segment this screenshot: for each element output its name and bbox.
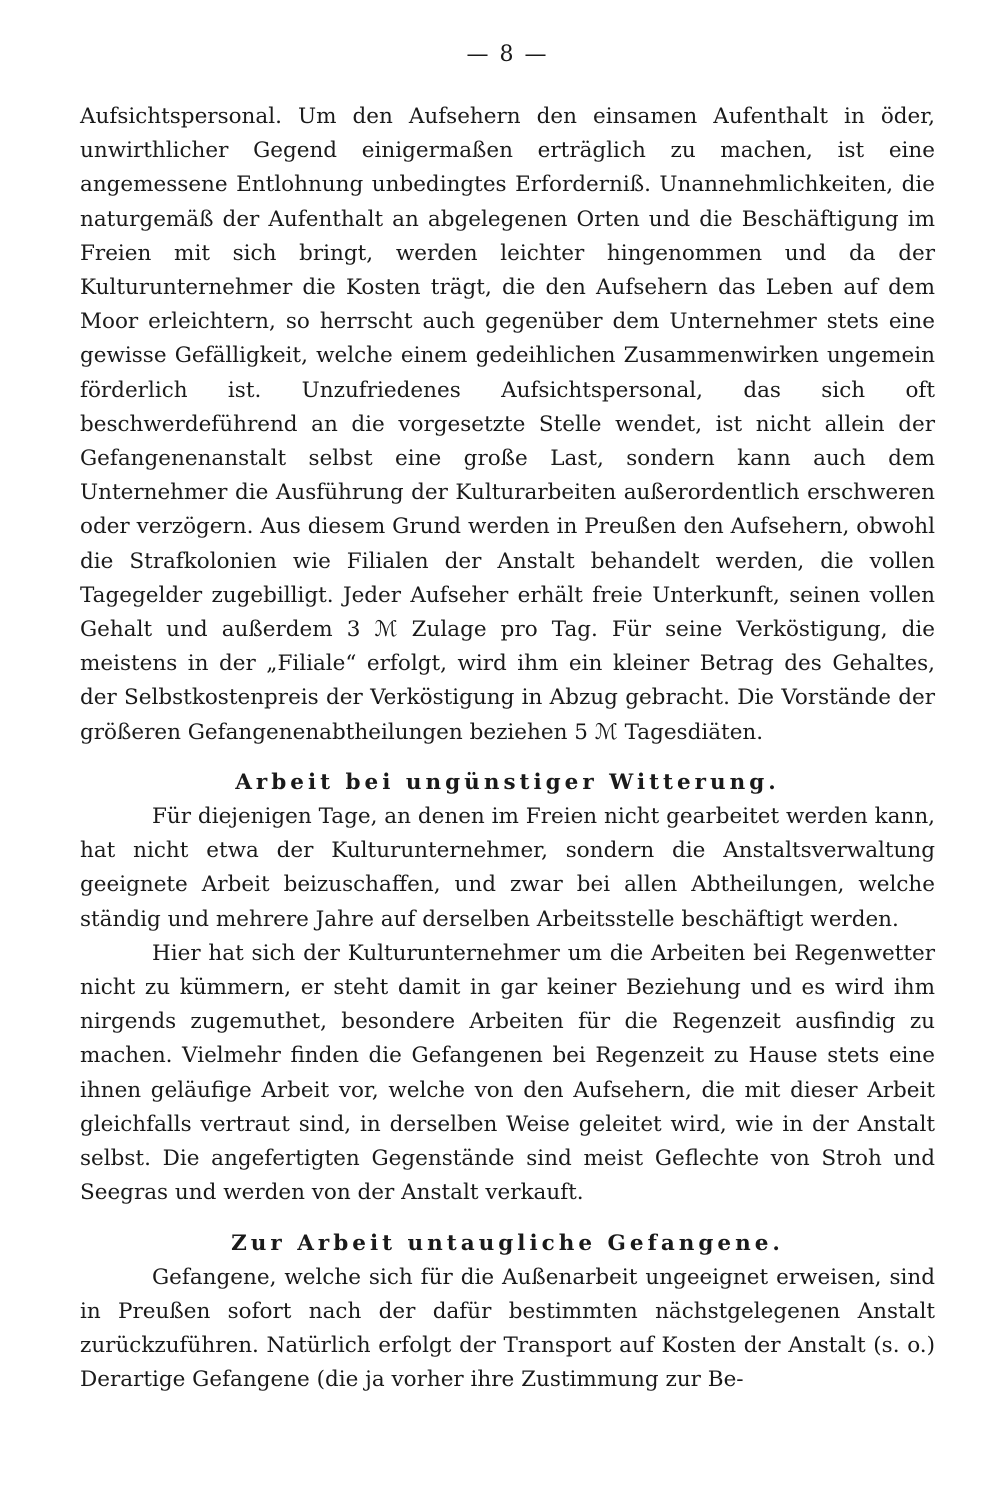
page-number: — 8 — <box>466 42 549 67</box>
paragraph-regenarbeit: Hier hat sich der Kulturunternehmer um die Arbeiten bei Regenwetter nicht zu kümmern, er steht damit in gar keiner Beziehung und es wird ihm nirgends zugemuthet, besondere Arbeiten für die Regenzeit ausfindig zu machen. Vielmehr finden die Gefangenen bei Regenzeit zu Hause stets eine ihnen geläufige Arbeit vor, welche von den Aufsehern, die mit dieser Arbeit gleichfalls vertraut sind, in derselben Weise geleitet wird, wie in der Anstalt selbst. Die angefertigten Gegenstände sind meist Geflechte von Stroh und Seegras und werden von der Anstalt verkauft. <box>80 940 935 1206</box>
document-page <box>80 40 935 1398</box>
section-heading-untaugliche: Zur Arbeit untaugliche Gefangene. <box>231 1230 784 1256</box>
paragraph-regentage: Für diejenigen Tage, an denen im Freien nicht gearbeitet werden kann, hat nicht etwa der Kulturunternehmer, sondern die Anstaltsverwaltung geeignete Arbeit beizuschaffen, und zwar bei allen Abtheilungen, welche ständig und mehrere Jahre auf derselben Arbeitsstelle beschäftigt werden. <box>80 804 935 932</box>
paragraph-aufsichtspersonal: Aufsichtspersonal. Um den Aufsehern den einsamen Aufenthalt in öder, unwirthlicher Gegend einigermaßen erträglich zu machen, ist eine angemessene Entlohnung unbedingtes Erforderniß. Unannehmlichkeiten, die naturgemäß der Aufenthalt an abgelegenen Orten und die Beschäftigung im Freien mit sich bringt, werden leichter hingenommen und da der Kulturunternehmer die Kosten trägt, die den Aufsehern das Leben auf dem Moor erleichtern, so herrscht auch gegenüber dem Unternehmer stets eine gewisse Gefälligkeit, welche einem gedeihlichen Zusammenwirken ungemein förderlich ist. Unzufriedenes Aufsichtspersonal, das sich oft beschwerdeführend an die vorgesetzte Stelle wendet, ist nicht allein der Gefangenenanstalt selbst eine große Last, sondern kann auch dem Unternehmer die Ausführung der Kulturarbeiten außerordentlich erschweren oder verzögern. Aus diesem Grund werden in Preußen den Aufsehern, obwohl die Strafkolonien wie Filialen der Anstalt behandelt werden, die vollen Tagegelder zugebilligt. Jeder Aufseher erhält freie Unterkunft, seinen vollen Gehalt und außerdem 3 ℳ Zulage pro Tag. Für seine Verköstigung, die meistens in der „Filiale“ erfolgt, wird ihm ein kleiner Betrag des Gehaltes, der Selbstkostenpreis der Verköstigung in Abzug gebracht. Die Vorstände der größeren Gefangenenabtheilungen beziehen 5 ℳ Tagesdiäten. <box>80 104 935 745</box>
section-heading-witterung: Arbeit bei ungünstiger Witterung. <box>235 769 780 795</box>
paragraph-untaugliche-gefangene: Gefangene, welche sich für die Außenarbeit ungeeignet erweisen, sind in Preußen sofort nach der dafür bestimmten nächstgelegenen Anstalt zurückzuführen. Natürlich erfolgt der Transport auf Kosten der Anstalt (s. o.) Derartige Gefangene (die ja vorher ihre Zustimmung zur Be- <box>80 1264 935 1393</box>
